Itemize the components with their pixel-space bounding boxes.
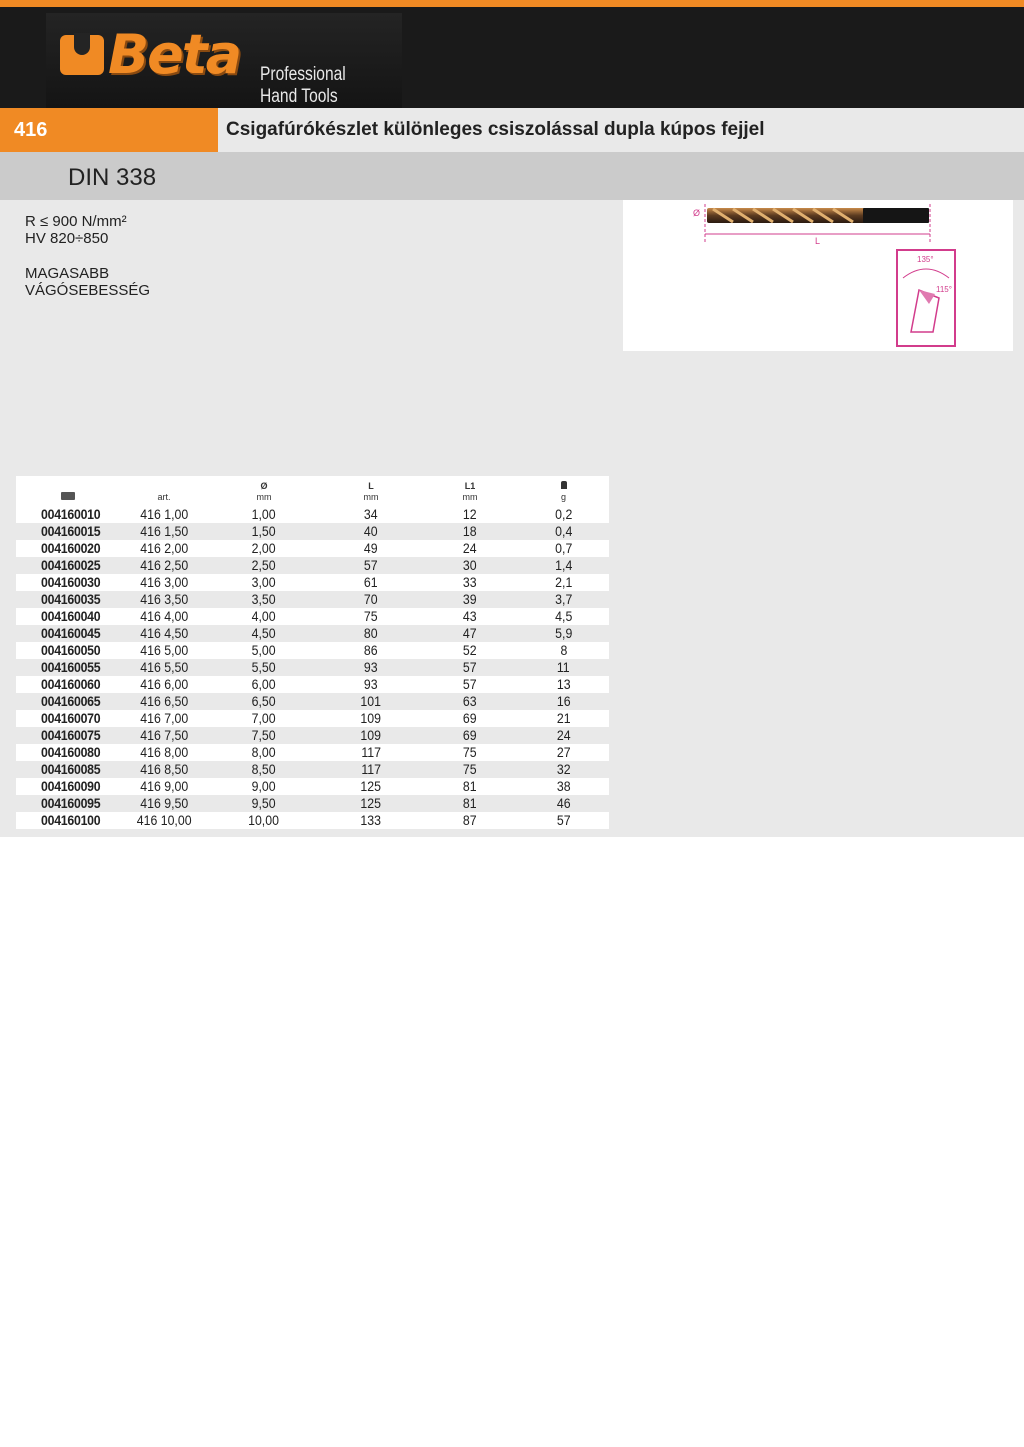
cell-length: 125 bbox=[360, 778, 382, 794]
cell-weight: 1,4 bbox=[554, 557, 573, 573]
cell-diameter: 4,00 bbox=[252, 608, 276, 624]
cell-length: 34 bbox=[364, 506, 378, 522]
cell-art: 416 9,00 bbox=[140, 778, 188, 794]
header-art: art. bbox=[157, 492, 171, 502]
product-title: Csigafúrókészlet különleges csiszolással dupla kúpos fejjel bbox=[226, 119, 765, 140]
cell-l1: 24 bbox=[463, 540, 477, 556]
cell-code: 004160085 bbox=[41, 761, 101, 777]
cell-code: 004160075 bbox=[41, 727, 101, 743]
cell-code: 004160045 bbox=[41, 625, 101, 641]
cell-art: 416 7,00 bbox=[140, 710, 188, 726]
cell-weight: 21 bbox=[556, 710, 571, 726]
title-bar bbox=[0, 108, 1024, 152]
table-row bbox=[16, 761, 609, 778]
angle-inner-label: 115° bbox=[936, 285, 952, 294]
cell-code: 004160095 bbox=[41, 795, 101, 811]
cell-weight: 8 bbox=[560, 642, 567, 658]
table-header-row bbox=[16, 476, 609, 506]
cell-art: 416 7,50 bbox=[140, 727, 188, 743]
cell-weight: 57 bbox=[556, 812, 571, 828]
cell-length: 117 bbox=[361, 744, 381, 760]
cell-length: 75 bbox=[364, 608, 378, 624]
cell-code: 004160025 bbox=[41, 557, 101, 573]
table-row bbox=[16, 608, 609, 625]
table-row bbox=[16, 574, 609, 591]
header-bar bbox=[0, 0, 1024, 108]
cell-weight: 4,5 bbox=[554, 608, 573, 624]
cell-weight: 24 bbox=[556, 727, 571, 743]
table-row bbox=[16, 744, 609, 761]
cell-art: 416 6,50 bbox=[140, 693, 188, 709]
cell-art: 416 5,00 bbox=[140, 642, 188, 658]
brand-tagline: Professional Hand Tools bbox=[260, 64, 346, 107]
cell-l1: 87 bbox=[463, 812, 477, 828]
table-row bbox=[16, 693, 609, 710]
cell-diameter: 7,50 bbox=[252, 727, 276, 743]
table-row bbox=[16, 557, 609, 574]
cell-l1: 30 bbox=[463, 557, 477, 573]
cell-l1: 52 bbox=[463, 642, 477, 658]
table-row bbox=[16, 710, 609, 727]
cell-l1: 75 bbox=[463, 761, 477, 777]
cell-diameter: 8,50 bbox=[252, 761, 276, 777]
cell-diameter: 2,00 bbox=[252, 540, 276, 556]
cell-weight: 2,1 bbox=[554, 574, 573, 590]
cell-diameter: 3,00 bbox=[252, 574, 276, 590]
cell-length: 80 bbox=[364, 625, 378, 641]
cell-code: 004160035 bbox=[41, 591, 101, 607]
cell-diameter: 5,50 bbox=[252, 659, 276, 675]
length-label: L bbox=[815, 236, 821, 246]
table-row bbox=[16, 540, 609, 557]
table-row bbox=[16, 795, 609, 812]
header-l1: L1 mm bbox=[462, 481, 478, 502]
cell-diameter: 10,00 bbox=[248, 812, 280, 828]
diameter-label: Ø bbox=[693, 208, 701, 218]
cell-l1: 33 bbox=[463, 574, 477, 590]
spec-block bbox=[25, 213, 150, 299]
cell-diameter: 3,50 bbox=[252, 591, 276, 607]
cell-length: 109 bbox=[360, 710, 382, 726]
cell-l1: 43 bbox=[463, 608, 477, 624]
cell-length: 93 bbox=[364, 676, 378, 692]
cell-art: 416 1,00 bbox=[140, 506, 188, 522]
barcode-icon bbox=[61, 492, 75, 500]
cell-l1: 63 bbox=[463, 693, 477, 709]
spec-feature-2: VÁGÓSEBESSÉG bbox=[25, 282, 151, 299]
spec-strength: R ≤ 900 N/mm² bbox=[25, 213, 127, 230]
cell-l1: 69 bbox=[463, 710, 477, 726]
cell-code: 004160055 bbox=[41, 659, 101, 675]
cell-l1: 12 bbox=[463, 506, 477, 522]
spec-hardness: HV 820÷850 bbox=[25, 230, 109, 247]
table-row bbox=[16, 778, 609, 795]
standard-label: DIN 338 bbox=[68, 164, 157, 191]
cell-l1: 81 bbox=[463, 795, 477, 811]
table-row bbox=[16, 727, 609, 744]
brand-name: Beta bbox=[108, 23, 241, 86]
cell-art: 416 9,50 bbox=[140, 795, 188, 811]
angle-outer-label: 135° bbox=[917, 255, 934, 264]
cell-diameter: 9,00 bbox=[252, 778, 276, 794]
table-row bbox=[16, 506, 609, 523]
cell-weight: 0,4 bbox=[554, 523, 573, 539]
cell-code: 004160060 bbox=[41, 676, 101, 692]
cell-code: 004160040 bbox=[41, 608, 101, 624]
cell-code: 004160080 bbox=[41, 744, 101, 760]
cell-length: 93 bbox=[364, 659, 378, 675]
cell-diameter: 4,50 bbox=[252, 625, 276, 641]
cell-weight: 13 bbox=[556, 676, 571, 692]
cell-diameter: 5,00 bbox=[252, 642, 276, 658]
table-row bbox=[16, 676, 609, 693]
cell-code: 004160100 bbox=[41, 812, 101, 828]
cell-l1: 47 bbox=[463, 625, 477, 641]
cell-weight: 0,7 bbox=[554, 540, 573, 556]
cell-weight: 32 bbox=[556, 761, 571, 777]
cell-code: 004160020 bbox=[41, 540, 101, 556]
cell-length: 133 bbox=[360, 812, 382, 828]
table-row bbox=[16, 642, 609, 659]
cell-art: 416 2,50 bbox=[140, 557, 188, 573]
cell-art: 416 8,00 bbox=[140, 744, 188, 760]
cell-weight: 3,7 bbox=[554, 591, 573, 607]
cell-art: 416 3,00 bbox=[140, 574, 188, 590]
cell-art: 416 4,00 bbox=[140, 608, 188, 624]
table-row bbox=[16, 659, 609, 676]
cell-code: 004160050 bbox=[41, 642, 101, 658]
cell-art: 416 2,00 bbox=[140, 540, 188, 556]
wrench-icon bbox=[60, 35, 104, 75]
cell-diameter: 6,50 bbox=[252, 693, 276, 709]
drill-bit-image bbox=[623, 200, 1013, 351]
cell-length: 49 bbox=[364, 540, 378, 556]
cell-weight: 11 bbox=[557, 659, 570, 675]
cell-weight: 46 bbox=[556, 795, 571, 811]
table-row bbox=[16, 812, 609, 829]
cell-diameter: 6,00 bbox=[252, 676, 276, 692]
cell-code: 004160030 bbox=[41, 574, 101, 590]
cell-length: 70 bbox=[364, 591, 378, 607]
header-code bbox=[16, 476, 120, 506]
cell-art: 416 6,00 bbox=[140, 676, 188, 692]
cell-length: 101 bbox=[360, 693, 382, 709]
cell-code: 004160065 bbox=[41, 693, 101, 709]
cell-diameter: 7,00 bbox=[252, 710, 276, 726]
cell-l1: 57 bbox=[463, 659, 477, 675]
cell-l1: 39 bbox=[463, 591, 477, 607]
table-row bbox=[16, 625, 609, 642]
cell-weight: 0,2 bbox=[554, 506, 573, 522]
cell-length: 57 bbox=[364, 557, 378, 573]
cell-diameter: 8,00 bbox=[252, 744, 276, 760]
cell-l1: 18 bbox=[463, 523, 477, 539]
cell-length: 109 bbox=[360, 727, 382, 743]
header-length: L mm bbox=[363, 481, 379, 502]
cell-length: 117 bbox=[361, 761, 381, 777]
cell-diameter: 1,00 bbox=[252, 506, 276, 522]
table-row bbox=[16, 523, 609, 540]
cell-length: 125 bbox=[360, 795, 382, 811]
cell-length: 86 bbox=[364, 642, 378, 658]
cell-code: 004160015 bbox=[41, 523, 101, 539]
product-table bbox=[16, 476, 609, 829]
cell-l1: 57 bbox=[463, 676, 477, 692]
cell-art: 416 5,50 bbox=[140, 659, 188, 675]
cell-diameter: 1,50 bbox=[252, 523, 276, 539]
header-weight: g bbox=[518, 476, 609, 506]
cell-diameter: 9,50 bbox=[252, 795, 276, 811]
cell-art: 416 1,50 bbox=[140, 523, 188, 539]
cell-art: 416 8,50 bbox=[140, 761, 188, 777]
cell-diameter: 2,50 bbox=[252, 557, 276, 573]
cell-art: 416 3,50 bbox=[140, 591, 188, 607]
header-diameter: Ø mm bbox=[256, 481, 272, 502]
weight-icon bbox=[561, 481, 567, 489]
cell-l1: 75 bbox=[463, 744, 477, 760]
cell-code: 004160070 bbox=[41, 710, 101, 726]
cell-code: 004160090 bbox=[41, 778, 101, 794]
cell-l1: 81 bbox=[463, 778, 477, 794]
cell-length: 61 bbox=[364, 574, 378, 590]
cell-l1: 69 bbox=[463, 727, 477, 743]
cell-weight: 5,9 bbox=[554, 625, 573, 641]
spec-feature-1: MAGASABB bbox=[25, 265, 110, 282]
brand-logo bbox=[46, 13, 402, 108]
cell-length: 40 bbox=[364, 523, 378, 539]
cell-art: 416 10,00 bbox=[136, 812, 192, 828]
cell-weight: 27 bbox=[556, 744, 571, 760]
cell-weight: 16 bbox=[556, 693, 571, 709]
cell-code: 004160010 bbox=[41, 506, 101, 522]
product-code: 416 bbox=[0, 108, 218, 152]
drill-diagram bbox=[623, 200, 1013, 351]
cell-art: 416 4,50 bbox=[140, 625, 188, 641]
cell-weight: 38 bbox=[556, 778, 571, 794]
table-row bbox=[16, 591, 609, 608]
standard-bar bbox=[0, 152, 1024, 200]
